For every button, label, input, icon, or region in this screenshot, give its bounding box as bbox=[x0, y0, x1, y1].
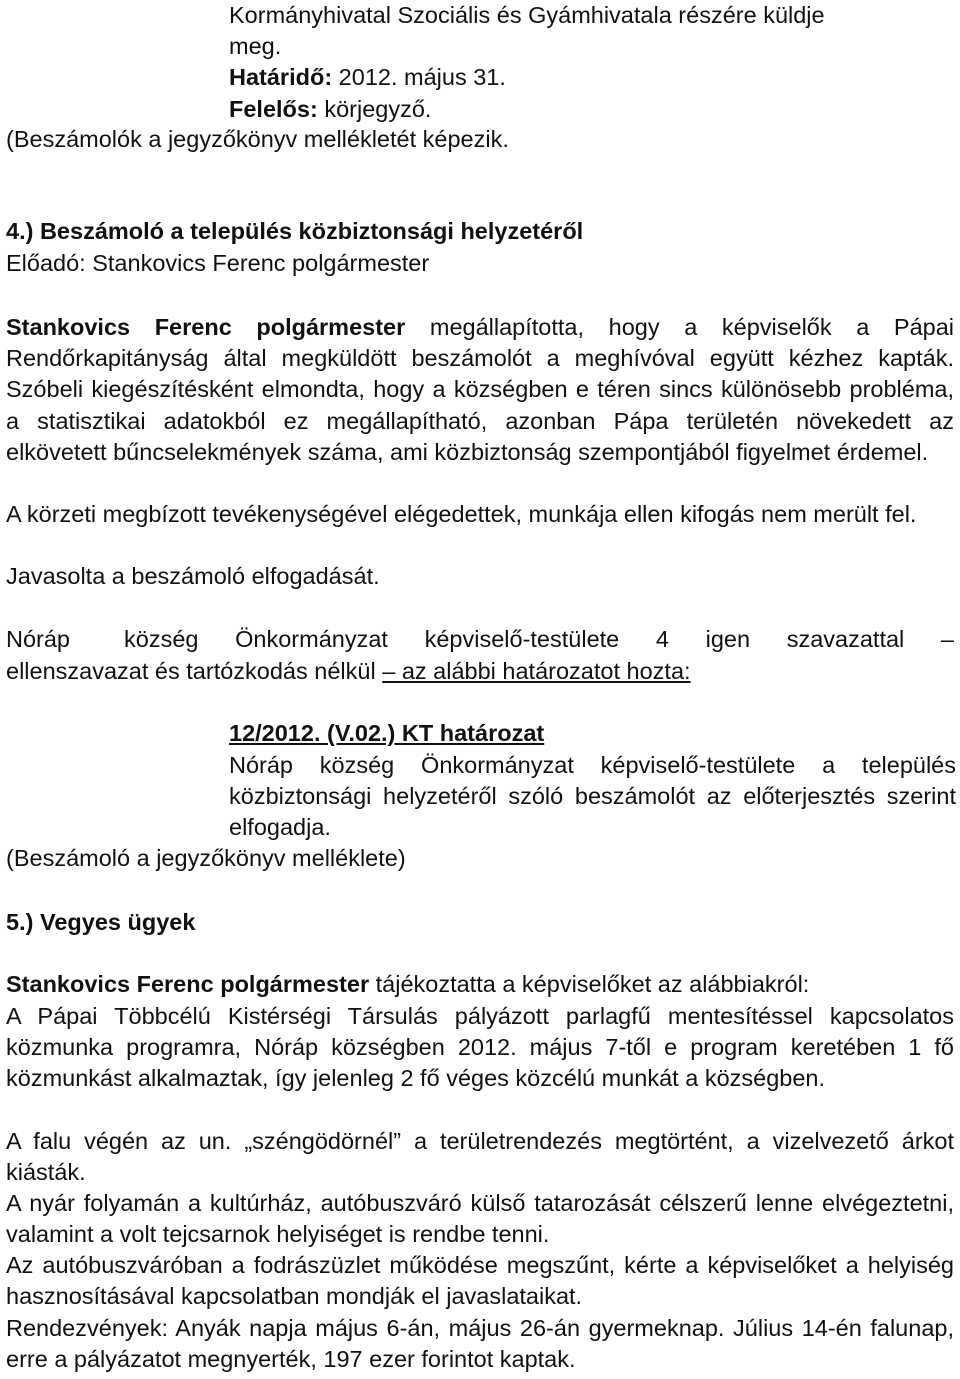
speaker-name: Stankovics Ferenc polgármester bbox=[6, 971, 370, 997]
intro-block bbox=[229, 0, 956, 125]
vote-line-2 bbox=[6, 656, 954, 687]
resolution-number: 12/2012. (V.02.) KT határozat bbox=[229, 720, 545, 746]
intro-line: meg. bbox=[229, 33, 282, 60]
deadline-value: 2012. május 31. bbox=[332, 64, 506, 91]
resolution-text: Nóráp község Önkormányzat képviselő-testülete a település közbiztonsági helyzetéről szóló beszámolót az előterjesztés szerint elfogadja. bbox=[229, 752, 956, 841]
resolution-title bbox=[229, 718, 956, 749]
intro-line: Kormányhivatal Szociális és Gyámhivatala részére küldje bbox=[229, 2, 825, 28]
section-5-paragraph-2: A falu végén az un. „széngödörnél” a területrendezés megtörtént, a vizelvezető árkot kiásták. bbox=[6, 1128, 954, 1186]
annex-note: (Beszámoló a jegyzőkönyv melléklete) bbox=[6, 845, 406, 871]
speaker-name: Stankovics Ferenc polgármester bbox=[6, 314, 406, 340]
section-5-intro bbox=[6, 969, 954, 1000]
section-5-paragraph-3: A nyár folyamán a kultúrház, autóbuszváró külső tatarozását célszerű lenne elvégeztetni, valamint a volt tejcsarnok helyiséget is rendbe tenni. bbox=[6, 1190, 954, 1248]
section-4-paragraph bbox=[6, 312, 954, 468]
vote-text-a: Nóráp bbox=[6, 626, 71, 652]
deadline-label: Határidő: bbox=[229, 64, 333, 91]
section-5-paragraph-4: Az autóbuszváróban a fodrászüzlet működése megszűnt, kérte a képviselőket a helyiség hasznosításával kapcsolatban mondják el javaslataikat. bbox=[6, 1252, 954, 1310]
section-5-title bbox=[6, 907, 954, 938]
responsible-label: Felelős: bbox=[229, 95, 318, 122]
section-5-paragraph-1: A Pápai Többcélú Kistérségi Társulás pályázott parlagfű mentesítéssel kapcsolatos közmunka programra, Nóráp községben 2012. május 7-től e program keretében 1 fő közmunkást alkalmaztak, így jelenleg 2 fő véges közcélú munkát a községben. bbox=[6, 1003, 954, 1092]
vote-line-1 bbox=[6, 624, 954, 655]
vote-text-c: ellenszavazat és tartózkodás nélkül bbox=[6, 658, 383, 684]
deadline-line bbox=[229, 62, 956, 93]
vote-text-d: – az alábbi határozatot hozta: bbox=[382, 658, 691, 684]
responsible-value: körjegyző. bbox=[317, 95, 432, 122]
section-4-title bbox=[6, 216, 954, 247]
intro-note: (Beszámolók a jegyzőkönyv mellékletét képezik. bbox=[6, 126, 509, 152]
section-5-paragraph-5: Rendezvények: Anyák napja május 6-án, május 26-án gyermeknap. Július 14-én falunap, erre a pályázatot megnyerték, 197 ezer forintot kaptak. bbox=[6, 1315, 954, 1373]
vote-text-b: község Önkormányzat képviselő-testülete 4 igen szavazattal – bbox=[124, 626, 954, 652]
intro-text: tájékoztatta a képviselőket az alábbiakról: bbox=[369, 971, 810, 997]
section-title: 4.) Beszámoló a település közbiztonsági helyzetéről bbox=[6, 218, 584, 244]
section-title: 5.) Vegyes ügyek bbox=[6, 909, 196, 935]
section-4-paragraph-3: Javasolta a beszámoló elfogadását. bbox=[6, 563, 380, 589]
responsible-line bbox=[229, 94, 956, 125]
presenter-line: Előadó: Stankovics Ferenc polgármester bbox=[6, 250, 430, 276]
section-4-paragraph-2: A körzeti megbízott tevékenységével elégedettek, munkája ellen kifogás nem merült fel. bbox=[6, 501, 917, 527]
paragraph-text: megállapította, hogy a képviselők a Pápai Rendőrkapitányság által megküldött beszámolót a meghívóval együtt kézhez kapták. Szóbeli kiegészítésként elmondta, hogy a községben e téren sincs különösebb probléma, a statisztikai adatokból ez megállapítható, azonban Pápa területén növekedett az elkövetett bűncselekmények száma, ami közbiztonság szempontjából figyelmet érdemel. bbox=[6, 314, 955, 465]
